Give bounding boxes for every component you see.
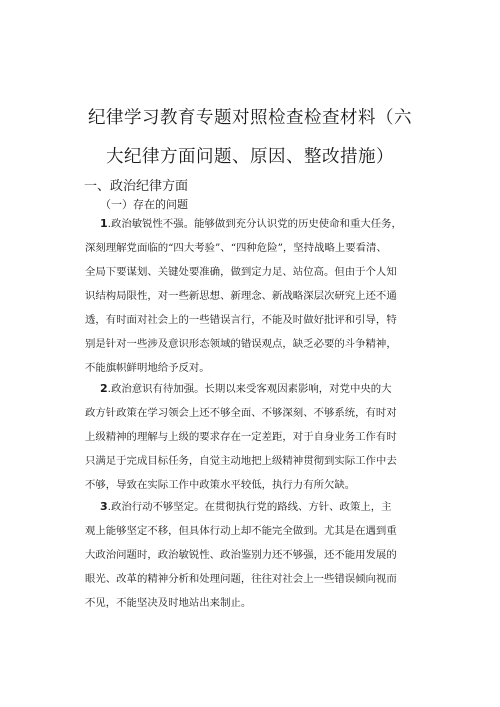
item-number: 3 <box>100 500 108 513</box>
paragraph-line: 观上能够坚定不移，但具体行动上却不能完全做到。尤其是在遇到重 <box>85 525 397 537</box>
paragraph-item-1 <box>85 212 432 380</box>
paragraph-item-2 <box>85 377 432 497</box>
section-heading-political-discipline: 一、政治纪律方面 <box>84 179 189 194</box>
paragraph-line: 2.政治意识有待加强。长期以来受客观因素影响，对党中央的大 <box>100 382 392 395</box>
subsection-heading-existing-problems: （一）存在的问题 <box>100 198 188 211</box>
item-number: 1 <box>100 217 108 230</box>
paragraph-line: 1.政治敏锐性不强。能够做到充分认识党的历史使命和重大任务， <box>100 217 402 230</box>
paragraph-line: 透，有时面对社会上的一些错误言行，不能及时做好批评和引导，特 <box>85 314 397 326</box>
paragraph-line: 全局下要谋划、关键处要准确，做到定力足、站位高。但由于个人知 <box>85 266 397 278</box>
paragraph-line: 识结构局限性，对一些新思想、新理念、新战略深层次研究上还不通 <box>85 290 397 302</box>
paragraph-line: 深刻理解党面临的“四大考验”、“四种危险”，坚持战略上要看清、 <box>85 242 387 254</box>
document-title-line-2: 大纪律方面问题、原因、整改措施） <box>106 147 394 167</box>
paragraph-line: 政方针政策在学习领会上还不够全面、不够深刻、不够系统，有时对 <box>85 407 397 419</box>
paragraph-line: 不够，导致在实际工作中政策水平较低，执行力有所欠缺。 <box>85 479 356 491</box>
paragraph-line: 只满足于完成目标任务，自觉主动地把上级精神贯彻到实际工作中去 <box>85 455 397 467</box>
paragraph-item-3 <box>85 495 432 615</box>
paragraph-line: 别是针对一些涉及意识形态领域的错误观点，缺乏必要的斗争精神， <box>85 338 397 350</box>
paragraph-line: 不见，不能坚决及时地站出来制止。 <box>85 597 252 609</box>
paragraph-line: 不能旗帜鲜明地给予反对。 <box>85 362 210 374</box>
item-number: 2 <box>100 382 108 395</box>
paragraph-line: 大政治问题时，政治敏锐性、政治鉴别力还不够强，还不能用发展的 <box>85 549 397 561</box>
paragraph-line: 3.政治行动不够坚定。在贯彻执行党的路线、方针、政策上，主 <box>100 500 392 513</box>
paragraph-line: 眼光、改革的精神分析和处理问题，往往对社会上一些错误倾向视而 <box>85 573 397 585</box>
paragraph-line: 上级精神的理解与上级的要求存在一定差距，对于自身业务工作有时 <box>85 431 397 443</box>
document-title-line-1: 纪律学习教育专题对照检查检查材料（六 <box>88 108 412 128</box>
